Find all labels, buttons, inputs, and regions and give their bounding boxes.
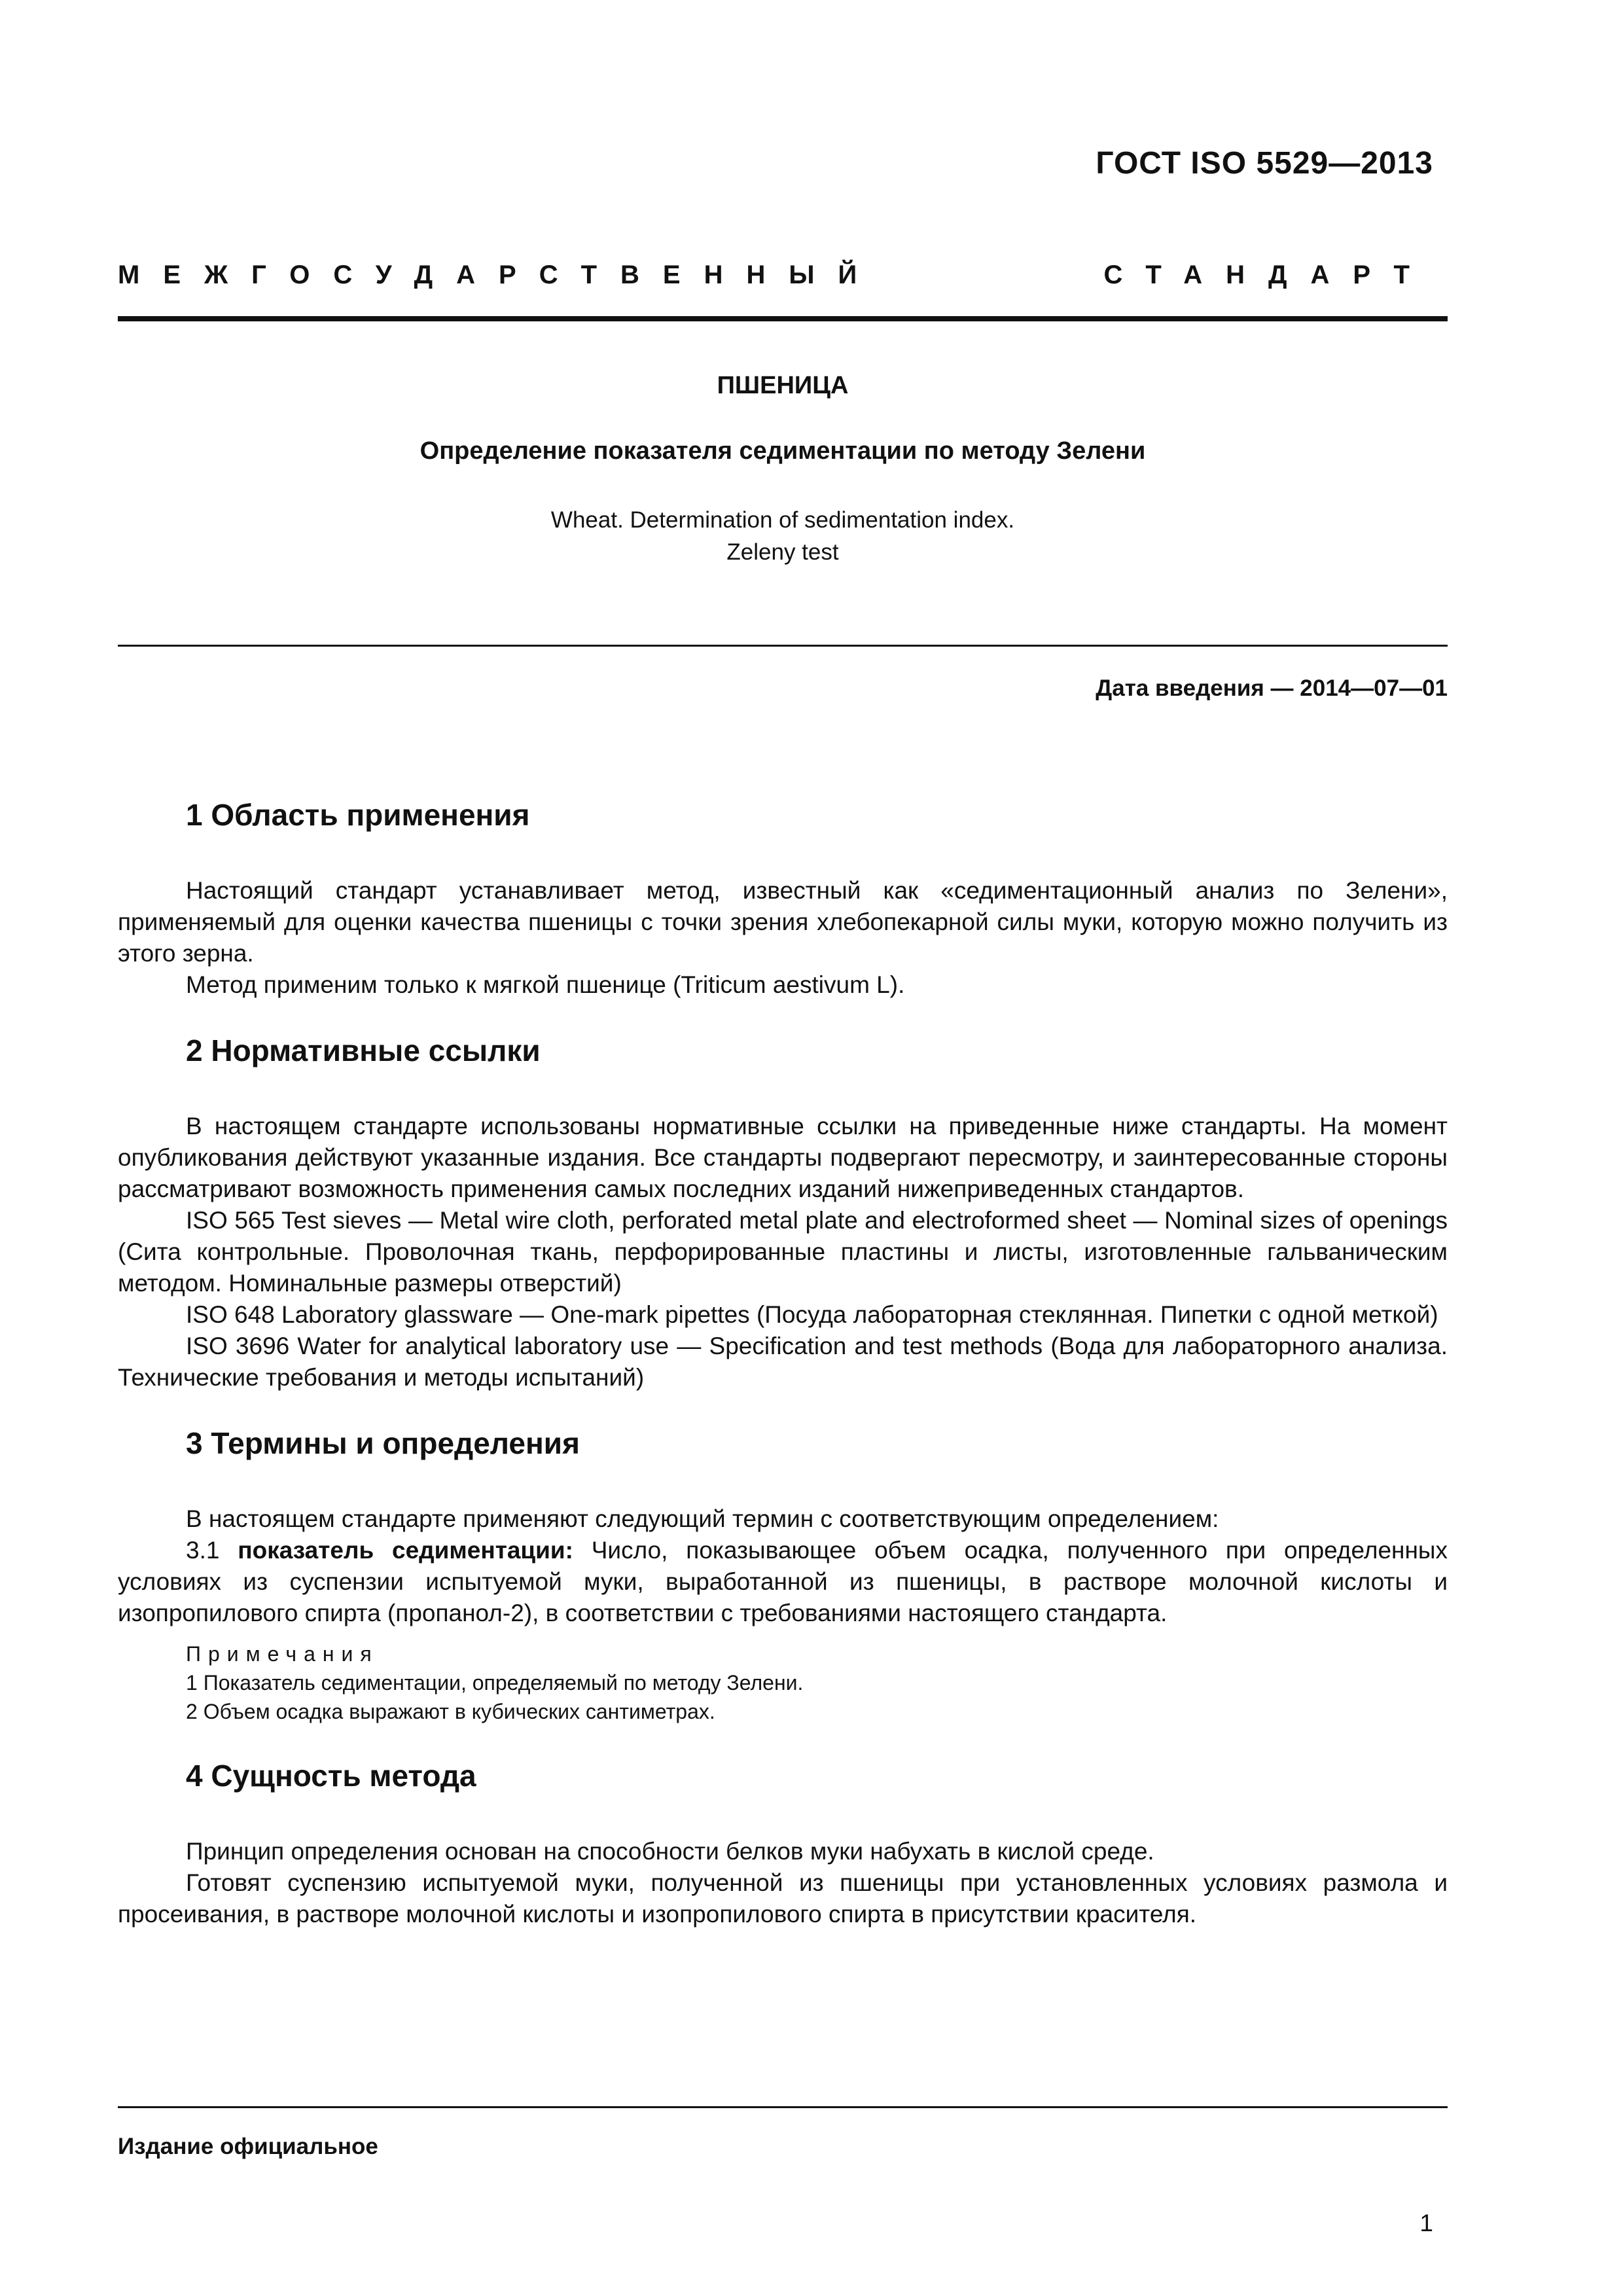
section-heading: 3 Термины и определения: [186, 1426, 580, 1460]
footer-rule: [118, 2106, 1448, 2108]
note-item: 1 Показатель седиментации, определяемый по методу Зелени.: [186, 1671, 804, 1695]
section-heading: 2 Нормативные ссылки: [186, 1033, 541, 1067]
paragraph: Метод применим только к мягкой пшенице (Triticum aestivum L).: [186, 971, 905, 998]
note-item: 2 Объем осадка выражают в кубических сантиметрах.: [186, 1700, 715, 1723]
paragraph: В настоящем стандарте применяют следующий термин с соответствующим определением:: [186, 1505, 1219, 1532]
introduction-date: Дата введения — 2014—07—01: [1096, 675, 1448, 701]
interstate-standard-label: МЕЖГОСУДАРСТВЕННЫЙ СТАНДАРТ: [118, 260, 1433, 289]
term-definition: [118, 1535, 1448, 1629]
term-name: показатель седиментации:: [238, 1537, 573, 1564]
standard-code: ГОСТ ISO 5529—2013: [1096, 146, 1433, 181]
reference-iso-3696: ISO 3696 Water for analytical laboratory use — Specification and test methods (Вода для лабораторного анализа. Технические требования и методы испытаний): [118, 1333, 1448, 1391]
document-subtitle: Определение показателя седиментации по методу Зелени: [419, 437, 1146, 465]
paragraph: В настоящем стандарте использованы нормативные ссылки на приведенные ниже стандарты. На момент опубликования действуют указанные издания. Все стандарты подвергают пересмотру, и заинтересованные стороны рассматривают возможность применения самых последних изданий нижеприведенных стандартов.: [118, 1113, 1448, 1202]
section-heading: 4 Сущность метода: [186, 1759, 476, 1793]
section-heading: 1 Область применения: [186, 798, 530, 832]
term-number: 3.1: [186, 1537, 238, 1564]
document-title: ПШЕНИЦА: [717, 372, 849, 399]
section-scope: [118, 795, 1448, 1001]
paragraph: Готовят суспензию испытуемой муки, полученной из пшеницы при установленных условиях размола и просеивания, в растворе молочной кислоты и изопропилового спирта в присутствии красителя.: [118, 1869, 1448, 1928]
section-principle: [118, 1756, 1448, 1930]
paragraph: Принцип определения основан на способности белков муки набухать в кислой среде.: [186, 1838, 1154, 1865]
page-number: 1: [1419, 2210, 1433, 2236]
notes-heading: Примечания: [186, 1642, 379, 1666]
reference-iso-648: ISO 648 Laboratory glassware — One-mark pipettes (Посуда лабораторная стеклянная. Пипетки с одной меткой): [186, 1301, 1438, 1328]
title-rule: [118, 645, 1448, 647]
official-edition-label: Издание официальное: [118, 2134, 378, 2159]
term-text: Число, показывающее объем осадка, полученного при определенных условиях из суспензии испытуемой муки, выработанной из пшеницы, в растворе молочной кислоты и изопропилового спирта (пропанол-2), в соответствии с требованиями настоящего стандарта.: [118, 1537, 1448, 1626]
reference-iso-565: ISO 565 Test sieves — Metal wire cloth, perforated metal plate and electroformed sheet — Nominal sizes of openings (Сита контрольные. Проволочная ткань, перфорированные пластины и листы, изготовленные гальваническим методом. Номинальные размеры отверстий): [118, 1207, 1448, 1297]
english-title: [118, 504, 1448, 568]
section-normative-references: [118, 1031, 1448, 1393]
header-rule: [118, 316, 1448, 321]
paragraph: Настоящий стандарт устанавливает метод, известный как «седиментационный анализ по Зелени», применяемый для оценки качества пшеницы с точки зрения хлебопекарной силы муки, которую можно получить из этого зерна.: [118, 877, 1448, 967]
english-title-line-2: Zeleny test: [726, 539, 839, 565]
document-body: [118, 795, 1448, 1960]
english-title-line-1: Wheat. Determination of sedimentation index.: [550, 507, 1015, 533]
section-terms: [118, 1424, 1448, 1726]
